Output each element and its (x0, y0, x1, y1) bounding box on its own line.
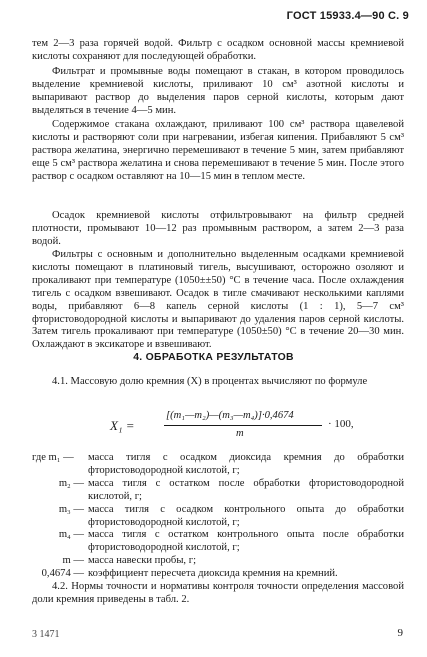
legend-description: масса тигля с осадком диоксида кремния до обработки фтористоводородной кислотой, г; (88, 452, 404, 476)
formula-numerator: [(m₁—m₂)—(m₃—m₄)]·0,4674 (166, 410, 294, 421)
clause-4-1: 4.1. Массовую долю кремния (X) в процентах вычисляют по формуле (52, 376, 368, 387)
paragraph-2: Фильтрат и промывные воды помещают в стакан, в котором проводилось выделение кремниевой кислоты, приливают 10 см³ азотной кислоты и выпаривают раствор до выделения паров серной кислоты, которым дают выделяться в течение 4—5 мин. (32, 66, 404, 116)
formula-legend (32, 452, 404, 581)
legend-description: масса тигля с осадком контрольного опыта до обработки фтористоводородной кислотой, г; (88, 503, 404, 528)
clause-4-2: 4.2. Нормы точности и нормативы контроля точности определения массовой доли кремния приведены в табл. 2. (32, 581, 404, 605)
legend-description: масса навески пробы, г; (88, 555, 197, 567)
legend-row (32, 568, 404, 581)
legend-row (32, 555, 404, 568)
fraction-bar (164, 425, 322, 426)
paragraph-3: Содержимое стакана охлаждают, приливают 100 см³ раствора щавелевой кислоты и растворяют соли при нагревании, избегая кипения. Прибавляют 5 см³ раствора желатина, энергично перемешивают в течение 5 мин, затем прибавляют еще 5 см³ раствора желатина и снова перемешивают в течение 5 мин. После этого раствор с осадком оставляют на 10—15 мин в теплом месте. (32, 119, 404, 182)
formula-lhs: X₁ = (110, 418, 135, 433)
section-title: 4. ОБРАБОТКА РЕЗУЛЬТАТОВ (133, 352, 294, 363)
legend-symbol: m₃ — (58, 503, 84, 515)
legend-symbol: m — (62, 555, 84, 567)
legend-row (32, 504, 404, 530)
legend-description: коэффициент пересчета диоксида кремния на кремний. (88, 568, 338, 580)
print-mark: 3 1471 (32, 629, 60, 640)
legend-row (32, 452, 404, 478)
legend-description: масса тигля с остатком после обработки фтористоводородной кислотой, г; (88, 477, 404, 502)
paragraph-1: тем 2—3 раза горячей водой. Фильтр с осадком основной массы кремниевой кислоты сохраняют для последующей обработки. (32, 38, 404, 62)
legend-description: масса тигля с остатком контрольного опыта после обработки фтористоводородной кислотой, г; (88, 529, 404, 554)
legend-symbol: m₂ — (58, 477, 84, 489)
formula (110, 410, 410, 444)
formula-tail: · 100, (328, 418, 354, 430)
paragraph-4: Осадок кремниевой кислоты отфильтровывают на фильтр средней плотности, промывают 10—12 раз промывным раствором, а затем 2—3 раза водой. (32, 210, 404, 247)
standard-header: ГОСТ 15933.4—90 С. 9 (286, 10, 409, 22)
legend-row (32, 529, 404, 555)
legend-symbol: m₄ — (58, 529, 84, 541)
page-number: 9 (397, 627, 403, 639)
legend-symbol: 0,4674 — (41, 568, 84, 580)
formula-denominator: m (236, 428, 244, 439)
legend-row (32, 478, 404, 504)
paragraph-5: Фильтры с основным и дополнительно выделенным осадками кремниевой кислоты помещают в платиновый тигель, высушивают, осторожно озоляют и прокаливают при температуре (1050±±50) °С в течение часа. После охлаждения тигель с осадком взвешивают. Осадок в тигле смачивают несколькими каплями воды, прибавляют 6—8 капель серной кислоты (1 : 1), 5—7 см³ фтористоводородной кислоты и выпаривают до удаления паров серной кислоты. Затем тигель прокаливают при температуре (1050±50) °С в течение 20—30 мин. Охлаждают в эксикаторе и взвешивают. (32, 249, 404, 351)
legend-symbol: где m₁ — (32, 452, 74, 463)
